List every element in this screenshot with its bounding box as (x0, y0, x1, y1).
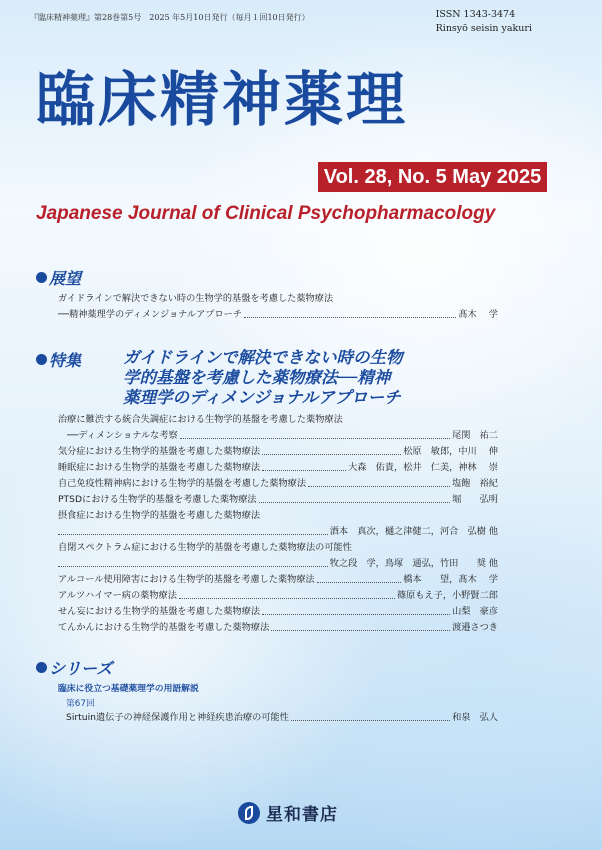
issn-number: ISSN 1343-3474 (435, 9, 516, 20)
publisher-name: 星和書店 (266, 805, 338, 825)
series-subtitle: 臨床に役立つ基礎薬理学の用語解説 (58, 684, 199, 694)
section-series-heading: シリーズ (36, 656, 112, 679)
feature-item: アルツハイマー病の薬物療法 篠原もえ子，小野賢二郎 (58, 590, 498, 601)
feature-item: 摂食症における生物学的基盤を考慮した薬物療法 (58, 510, 261, 521)
feature-item: 牧之段 学，鳥塚 通弘，竹田 奨 他 (58, 557, 498, 571)
tenbou-line1: ガイドラインで解決できない時の生物学的基盤を考慮した薬物療法 (58, 293, 334, 304)
feature-item: 治療に難渋する統合失調症における生物学的基盤を考慮した薬物療法 (58, 414, 343, 425)
publisher-logo-icon (238, 802, 260, 824)
volume-badge: Vol. 28, No. 5 May 2025 (318, 162, 547, 192)
feature-item: せん妄における生物学的基盤を考慮した薬物療法 山梨 豪彦 (58, 606, 498, 617)
journal-title: 臨床精神薬理 (36, 65, 409, 134)
feature-item: 睡眠症における生物学的基盤を考慮した薬物療法 大森 佑貴，松井 仁美，神林 崇 (58, 462, 498, 473)
feature-item: 気分症における生物学的基盤を考慮した薬物療法 松原 敏郎，中川 伸 (58, 446, 498, 457)
series-item (66, 711, 498, 725)
feature-item: アルコール使用障害における生物学的基盤を考慮した薬物療法 橋本 望，髙木 学 (58, 574, 498, 585)
section-feature-heading: 特集 (36, 348, 81, 371)
feature-item: 自己免疫性精神病における生物学的基盤を考慮した薬物療法 塩飽 裕紀 (58, 478, 498, 489)
bullet-icon (36, 272, 47, 283)
feature-item: PTSDにおける生物学的基盤を考慮した薬物療法 堀 弘明 (58, 494, 498, 505)
feature-toc (58, 413, 498, 633)
feature-item: てんかんにおける生物学的基盤を考慮した薬物療法 渡邉さつき (58, 622, 498, 633)
section-tenbou-heading: 展望 (36, 266, 81, 289)
bullet-icon (36, 354, 47, 365)
feature-title: ガイドラインで解決できない時の生物 学的基盤を考慮した薬物療法──精神 薬理学のディメンジョナルアプローチ (123, 348, 403, 407)
feature-item: 自閉スペクトラム症における生物学的基盤を考慮した薬物療法の可能性 (58, 542, 352, 553)
tenbou-author: 髙木 学 (458, 309, 498, 320)
dot-leader (244, 317, 456, 318)
feature-item: ──ディメンショナルな考察 尾関 祐二 (58, 430, 498, 441)
tenbou-line2-row (58, 308, 498, 322)
bullet-icon (36, 662, 47, 673)
publisher (238, 800, 338, 825)
journal-english-title: Japanese Journal of Clinical Psychopharmacology (36, 203, 496, 224)
feature-item: 酒本 真次，樋之津健二，河合 弘樹 他 (58, 525, 498, 539)
romaji-title: Rinsyō seisin yakuri (435, 23, 532, 34)
series-number: 第67回 (66, 699, 95, 709)
issn-block (436, 8, 532, 36)
tenbou-line2: ──精神薬理学のディメンジョナルアプローチ (58, 309, 243, 320)
series-item-row: Sirtuin遺伝子の神経保護作用と神経疾患治療の可能性 和泉 弘人 (66, 712, 498, 723)
issue-note: 『臨床精神薬理』第28巻第5号 2025 年5月10日発行（毎月１回10日発行） (30, 13, 310, 22)
